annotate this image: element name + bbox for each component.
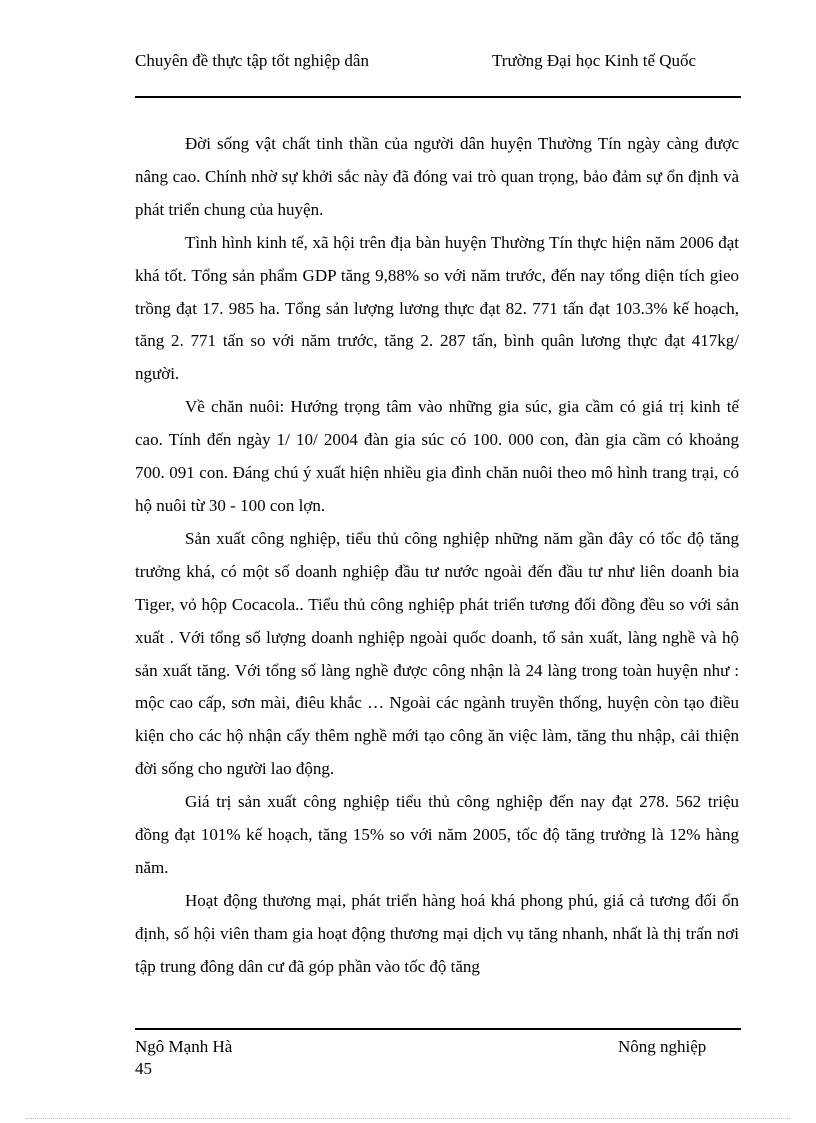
bottom-divider [26, 1118, 790, 1119]
page-number: 45 [135, 1059, 152, 1078]
footer-author: Ngô Mạnh Hà [135, 1037, 233, 1056]
footer-department: Nông nghiệp [618, 1037, 707, 1056]
paragraph: Đời sống vật chất tinh thần của người dân huyện Thường Tín ngày càng được nâng cao. Chính nhờ sự khởi sắc này đã đóng vai trò quan trọng, bảo đảm sự ổn định và phát triển chung của huyện. [135, 134, 739, 219]
page-footer [135, 1028, 741, 1078]
paragraph: Hoạt động thương mại, phát triển hàng hoá khá phong phú, giá cả tương đối ổn định, số hội viên tham gia hoạt động thương mại dịch vụ tăng nhanh, nhất là thị trấn nơi tập trung đông dân cư đã góp phần vào tốc độ tăng [135, 890, 739, 976]
paragraph: Sản xuất công nghiệp, tiểu thủ công nghiệp những năm gần đây có tốc độ tăng trưởng khá, có một số doanh nghiệp đầu tư nước ngoài đến đầu tư như liên doanh bia Tiger, vỏ hộp Cocacola.. Tiểu thủ công nghiệp phát triển tương đối đồng đều so với sản xuất . Với tổng số lượng doanh nghiệp ngoài quốc doanh, tổ sản xuất, làng nghề và hộ sản xuất tăng. Với tổng số làng nghề được công nhận là 24 làng trong toàn huyện như : mộc cao cấp, sơn mài, điêu khắc … Ngoài các ngành truyền thống, huyện còn tạo điều kiện cho các hộ nhận cấy thêm nghề mới tạo công ăn việc làm, tăng thu nhập, cải thiện đời sống cho người lao động. [135, 528, 739, 779]
header-left-text: Chuyên đề thực tập tốt nghiệp dân [135, 51, 369, 70]
paragraph: Về chăn nuôi: Hướng trọng tâm vào những gia súc, gia cầm có giá trị kinh tế cao. Tính đến ngày 1/ 10/ 2004 đàn gia súc có 100. 000 con, đàn gia cầm có khoảng 700. 091 con. Đáng chú ý xuất hiện nhiều gia đình chăn nuôi theo mô hình trang trại, có hộ nuôi từ 30 - 100 con lợn. [135, 397, 739, 515]
body-text [135, 128, 739, 984]
header-right-text: Trường Đại học Kinh tế Quốc [492, 51, 697, 70]
paragraph: Giá trị sản xuất công nghiệp tiểu thủ công nghiệp đến nay đạt 278. 562 triệu đồng đạt 101% kế hoạch, tăng 15% so với năm 2005, tốc độ tăng trưởng là 12% hàng năm. [135, 792, 739, 877]
page-header [135, 48, 741, 98]
paragraph: Tình hình kinh tế, xã hội trên địa bàn huyện Thường Tín thực hiện năm 2006 đạt khá tốt. Tổng sản phẩm GDP tăng 9,88% so với năm trước, đến nay tổng diện tích gieo trồng đạt 17. 985 ha. Tổng sản lượng lương thực đạt 82. 771 tấn đạt 103.3% kế hoạch, tăng 2. 771 tấn so với năm trước, tăng 2. 287 tấn, bình quân lương thực đạt 417kg/ người. [135, 232, 739, 384]
